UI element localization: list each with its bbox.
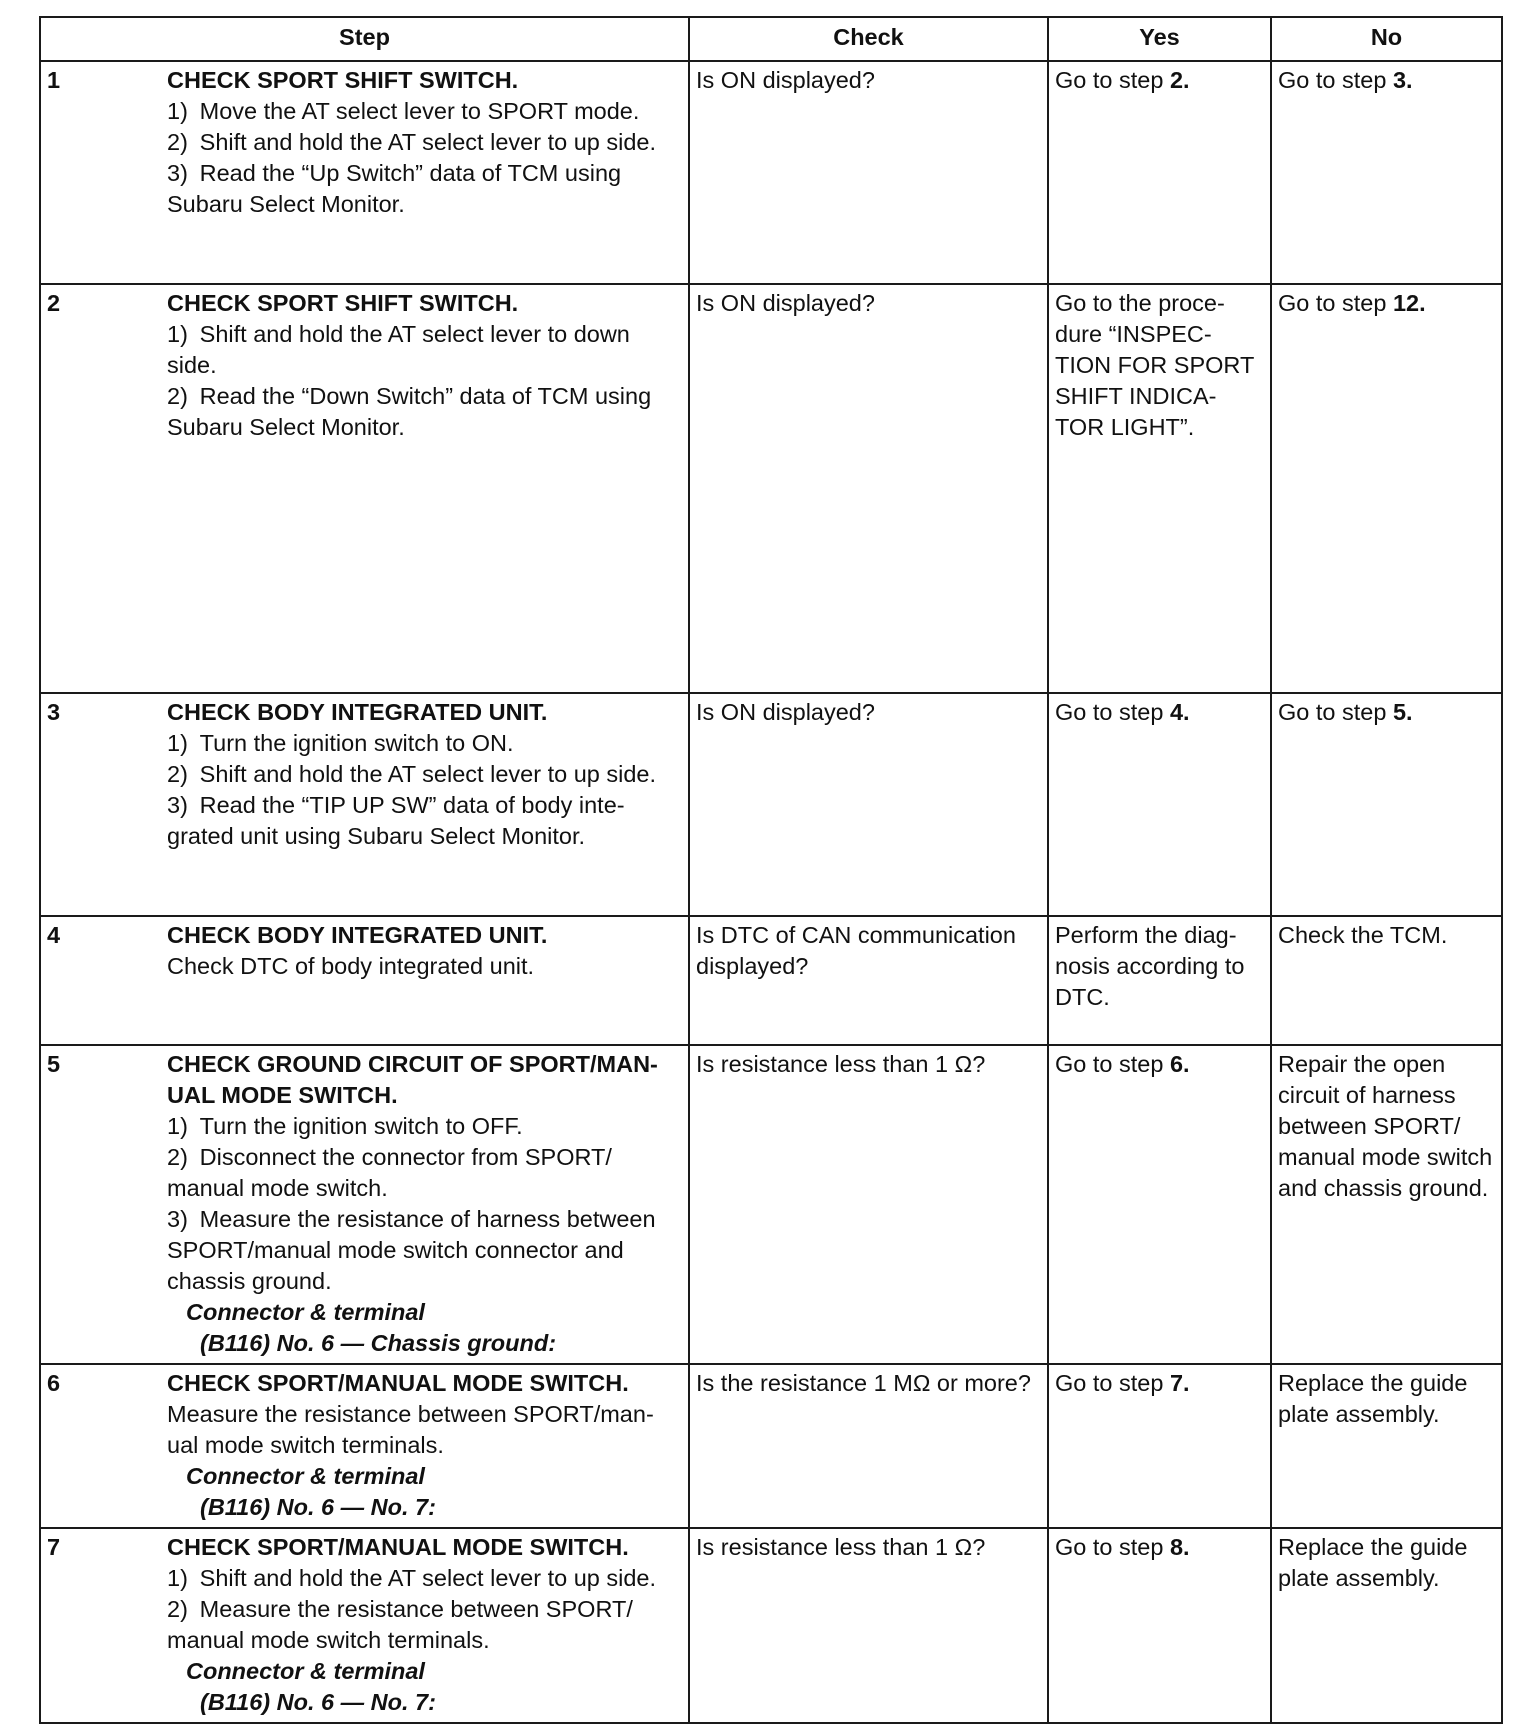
yes-suffix: . [1183, 699, 1190, 725]
step-content [161, 61, 689, 284]
yes-cell [1048, 693, 1271, 916]
step-number: 3 [40, 693, 161, 916]
step-number: 7 [40, 1528, 161, 1723]
no-suffix: . [1406, 67, 1413, 93]
spec-value: (B116) No. 6 — No. 7: [200, 1689, 436, 1715]
step-title: CHECK GROUND CIRCUIT OF SPORT/MAN-UAL MODE SWITCH. [167, 1051, 658, 1108]
yes-step-ref: 2 [1169, 67, 1184, 93]
step-instruction: Check DTC of body integrated unit. [167, 953, 535, 979]
yes-cell [1048, 1528, 1271, 1723]
no-suffix: . [1419, 290, 1426, 316]
table-row [40, 61, 1502, 284]
yes-text: Go to step [1055, 1051, 1170, 1077]
no-cell [1271, 61, 1502, 284]
no-text: Go to step [1278, 67, 1393, 93]
yes-step-ref: 7 [1169, 1370, 1184, 1396]
step-content [161, 284, 689, 693]
no-cell: Replace the guide plate assembly. [1271, 1364, 1502, 1528]
spec-label: Connector & terminal [186, 1299, 425, 1325]
yes-cell [1048, 1364, 1271, 1528]
yes-text: Go to step [1055, 1370, 1170, 1396]
step-instruction: 1) Shift and hold the AT select lever to up side. [167, 1565, 657, 1591]
step-number: 2 [40, 284, 161, 693]
step-instruction: Measure the resistance between SPORT/man-ual mode switch terminals. [167, 1401, 654, 1458]
table-row [40, 693, 1502, 916]
yes-text: Go to step [1055, 699, 1170, 725]
no-cell: Repair the open circuit of harness between SPORT/ manual mode switch and chassis ground. [1271, 1045, 1502, 1364]
step-number: 5 [40, 1045, 161, 1364]
diagnostic-table-container [39, 16, 1501, 1724]
no-text: Go to step [1278, 699, 1393, 725]
table-row [40, 1528, 1502, 1723]
yes-suffix: . [1183, 1051, 1190, 1077]
table-header-row [40, 17, 1502, 61]
step-instruction: 2) Shift and hold the AT select lever to up side. [167, 129, 657, 155]
yes-cell [1048, 1045, 1271, 1364]
step-content [161, 1045, 689, 1364]
step-instruction: 3) Measure the resistance of harness between SPORT/manual mode switch connector and chassis ground. [167, 1206, 656, 1294]
spec-value: (B116) No. 6 — No. 7: [200, 1494, 436, 1520]
yes-suffix: . [1183, 1534, 1190, 1560]
table-row [40, 284, 1502, 693]
spec-label: Connector & terminal [186, 1463, 425, 1489]
step-title: CHECK SPORT/MANUAL MODE SWITCH. [167, 1534, 629, 1560]
no-cell: Check the TCM. [1271, 916, 1502, 1045]
no-cell [1271, 284, 1502, 693]
header-step: Step [40, 17, 689, 61]
step-instruction: 2) Disconnect the connector from SPORT/ manual mode switch. [167, 1144, 612, 1201]
step-number: 1 [40, 61, 161, 284]
no-cell [1271, 693, 1502, 916]
no-step-ref: 12 [1392, 290, 1420, 316]
yes-suffix: . [1183, 67, 1190, 93]
step-instruction: 3) Read the “TIP UP SW” data of body inte-grated unit using Subaru Select Monitor. [167, 792, 625, 849]
no-step-ref: 3 [1392, 67, 1407, 93]
yes-suffix: . [1183, 1370, 1190, 1396]
header-check: Check [689, 17, 1048, 61]
no-cell: Replace the guide plate assembly. [1271, 1528, 1502, 1723]
step-instruction: 2) Measure the resistance between SPORT/ manual mode switch terminals. [167, 1596, 633, 1653]
step-content [161, 1364, 689, 1528]
table-row [40, 1364, 1502, 1528]
no-suffix: . [1406, 699, 1413, 725]
yes-step-ref: 6 [1169, 1051, 1184, 1077]
step-instruction: 3) Read the “Up Switch” data of TCM using Subaru Select Monitor. [167, 160, 622, 217]
spec-value: (B116) No. 6 — Chassis ground: [200, 1330, 557, 1356]
step-number: 6 [40, 1364, 161, 1528]
yes-step-ref: 4 [1169, 699, 1184, 725]
step-content [161, 693, 689, 916]
yes-cell: Go to the proce-dure “INSPEC-TION FOR SPORT SHIFT INDICA-TOR LIGHT”. [1048, 284, 1271, 693]
yes-cell: Perform the diag-nosis according to DTC. [1048, 916, 1271, 1045]
header-yes: Yes [1048, 17, 1271, 61]
step-instruction: 1) Shift and hold the AT select lever to down side. [167, 321, 630, 378]
step-title: CHECK BODY INTEGRATED UNIT. [167, 922, 548, 948]
table-row [40, 916, 1502, 1045]
check-cell: Is ON displayed? [689, 693, 1048, 916]
yes-cell [1048, 61, 1271, 284]
check-cell: Is resistance less than 1 Ω? [689, 1045, 1048, 1364]
step-instruction: 2) Read the “Down Switch” data of TCM using Subaru Select Monitor. [167, 383, 652, 440]
table-row [40, 1045, 1502, 1364]
step-title: CHECK BODY INTEGRATED UNIT. [167, 699, 548, 725]
step-instruction: 1) Move the AT select lever to SPORT mode. [167, 98, 640, 124]
no-text: Go to step [1278, 290, 1393, 316]
step-title: CHECK SPORT SHIFT SWITCH. [167, 67, 519, 93]
yes-text: Go to step [1055, 1534, 1170, 1560]
yes-text: Go to step [1055, 67, 1170, 93]
check-cell: Is resistance less than 1 Ω? [689, 1528, 1048, 1723]
check-cell: Is the resistance 1 MΩ or more? [689, 1364, 1048, 1528]
step-instruction: 2) Shift and hold the AT select lever to up side. [167, 761, 657, 787]
step-content [161, 1528, 689, 1723]
header-no: No [1271, 17, 1502, 61]
check-cell: Is ON displayed? [689, 284, 1048, 693]
spec-label: Connector & terminal [186, 1658, 425, 1684]
step-title: CHECK SPORT/MANUAL MODE SWITCH. [167, 1370, 629, 1396]
step-title: CHECK SPORT SHIFT SWITCH. [167, 290, 519, 316]
check-cell: Is ON displayed? [689, 61, 1048, 284]
step-number: 4 [40, 916, 161, 1045]
diagnostic-procedure-table [39, 16, 1503, 1724]
step-content [161, 916, 689, 1045]
step-instruction: 1) Turn the ignition switch to OFF. [167, 1113, 523, 1139]
no-step-ref: 5 [1392, 699, 1407, 725]
yes-step-ref: 8 [1169, 1534, 1184, 1560]
check-cell: Is DTC of CAN communication displayed? [689, 916, 1048, 1045]
step-instruction: 1) Turn the ignition switch to ON. [167, 730, 514, 756]
